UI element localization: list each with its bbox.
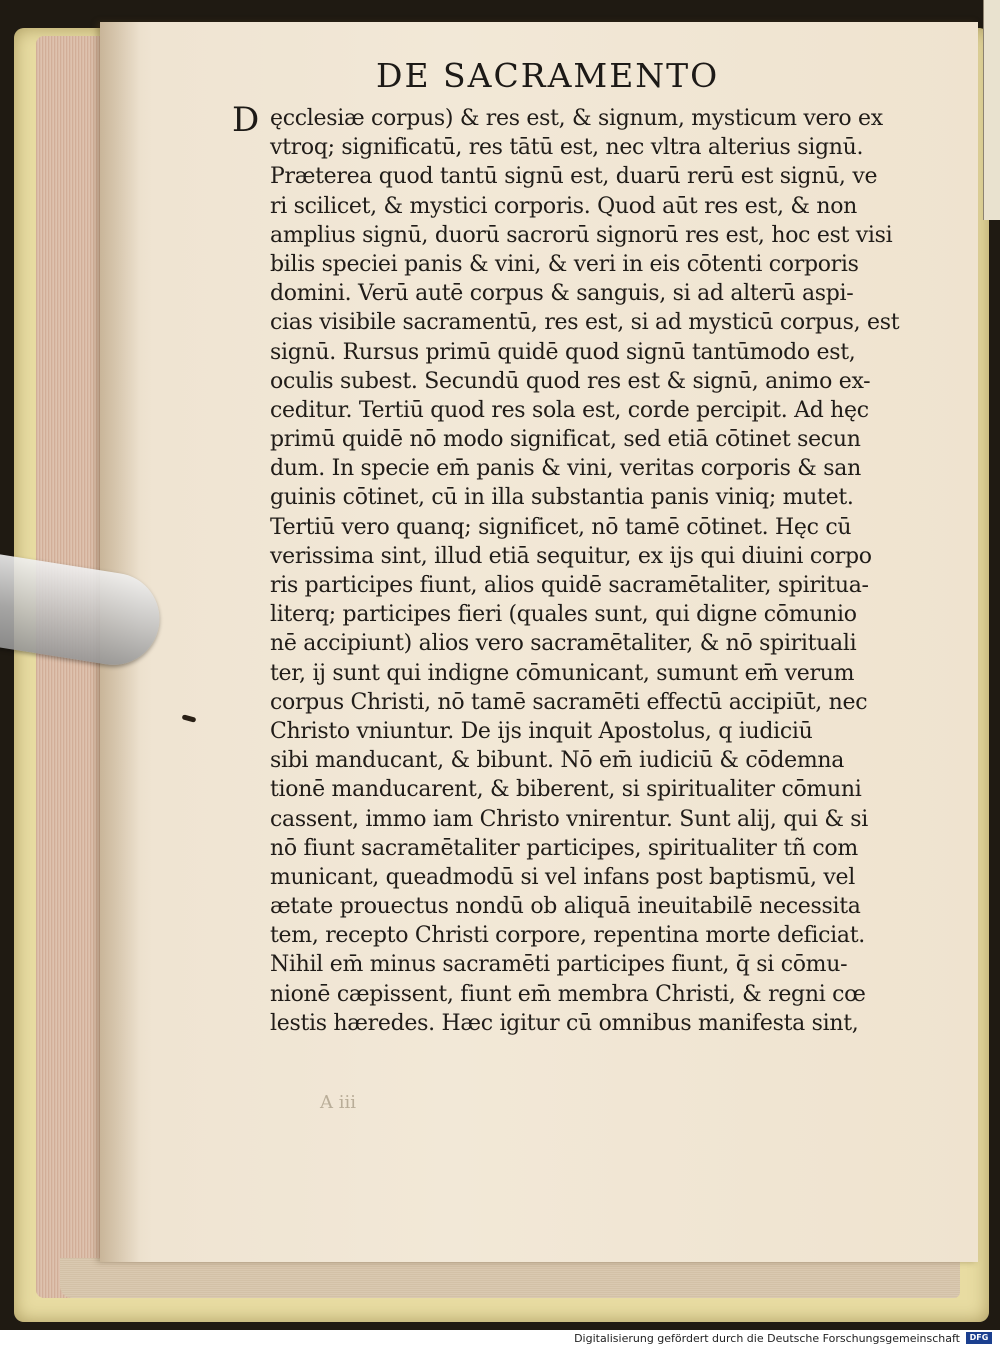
text-line: ætate prouectus nondū ob aliquā ineuitabilē necessita: [270, 894, 861, 920]
text-line: cassent, immo iam Christo vnirentur. Sunt alij, qui & si: [270, 806, 869, 832]
page-corner: [983, 0, 1000, 220]
text-line: oculis subest. Secundū quod res est & signū, animo ex-: [270, 368, 871, 394]
text-line: primū quidē nō modo significat, sed etiā cōtinet secun: [270, 427, 861, 453]
text-line: Christo vniuntur. De ijs inquit Apostolus, q iudiciū: [270, 718, 813, 744]
text-line: guinis cōtinet, cū in illa substantia panis viniq; mutet.: [270, 485, 854, 511]
text-line: corpus Christi, nō tamē sacramēti effectū accipiūt, nec: [270, 689, 868, 715]
text-line: verissima sint, illud etiā sequitur, ex ijs qui diuini corpo: [270, 543, 872, 569]
initial-letter: D: [232, 100, 260, 140]
text-block: [270, 104, 900, 1038]
signature-mark: A iii: [320, 1092, 356, 1113]
text-line: domini. Verū autē corpus & sanguis, si ad alterū aspi-: [270, 281, 854, 307]
text-line: ri scilicet, & mystici corporis. Quod aūt res est, & non: [270, 193, 858, 219]
text-line: ris participes fiunt, alios quidē sacramētaliter, spiritua-: [270, 573, 869, 598]
page-edges-bottom: [60, 1258, 960, 1298]
text-line: Nihil em̄ minus sacramēti participes fiunt, q̄ si cōmu-: [270, 952, 848, 978]
text-line: bilis speciei panis & vini, & veri in eis cōtenti corporis: [270, 251, 859, 277]
text-line: nō fiunt sacramētaliter participes, spiritualiter tñ com: [270, 835, 858, 861]
text-line: tem, recepto Christi corpore, repentina morte deficiat.: [270, 923, 865, 949]
footer-credit: Digitalisierung gefördert durch die Deutsche Forschungsgemeinschaft: [574, 1332, 960, 1345]
text-line: vtroq; significatū, res tātū est, nec vltra alterius signū.: [270, 135, 864, 161]
text-line: municant, queadmodū si vel infans post baptismū, vel: [270, 864, 856, 890]
text-line: tionē manducarent, & biberent, si spiritualiter cōmuni: [270, 777, 862, 803]
dfg-logo: DFG: [966, 1332, 992, 1344]
text-line: nē accipiunt) alios vero sacramētaliter, & nō spirituali: [270, 631, 857, 657]
text-line: signū. Rursus primū quidē quod signū tantūmodo est,: [270, 339, 856, 365]
text-line: lestis hæredes. Hæc igitur cū omnibus manifesta sint,: [270, 1010, 859, 1036]
text-line: literq; participes fieri (quales sunt, qui digne cōmunio: [270, 602, 857, 628]
text-line: Tertiū vero quanq; significet, nō tamē cōtinet. Hęc cū: [270, 514, 852, 540]
text-line: ceditur. Tertiū quod res sola est, corde percipit. Ad hęc: [270, 397, 869, 423]
text-line: ter, ij sunt qui indigne cōmunicant, sumunt em̄ verum: [270, 660, 855, 686]
text-line: amplius signū, duorū sacrorū signorū res est, hoc est visi: [270, 222, 893, 248]
text-line: sibi manducant, & bibunt. Nō em̄ iudiciū & cōdemna: [270, 748, 845, 774]
text-line: dum. In specie em̄ panis & vini, veritas corporis & san: [270, 456, 861, 482]
text-line: Præterea quod tantū signū est, duarū rerū est signū, ve: [270, 164, 878, 190]
running-head: DE SACRAMENTO: [376, 56, 720, 95]
text-line: cias visibile sacramentū, res est, si ad mysticū corpus, est: [270, 310, 900, 336]
text-line: nionē cæpissent, fiunt em̄ membra Christi, & regni cœ: [270, 981, 866, 1007]
text-line: ęcclesiæ corpus) & res est, & signum, mysticum vero ex: [270, 106, 883, 131]
